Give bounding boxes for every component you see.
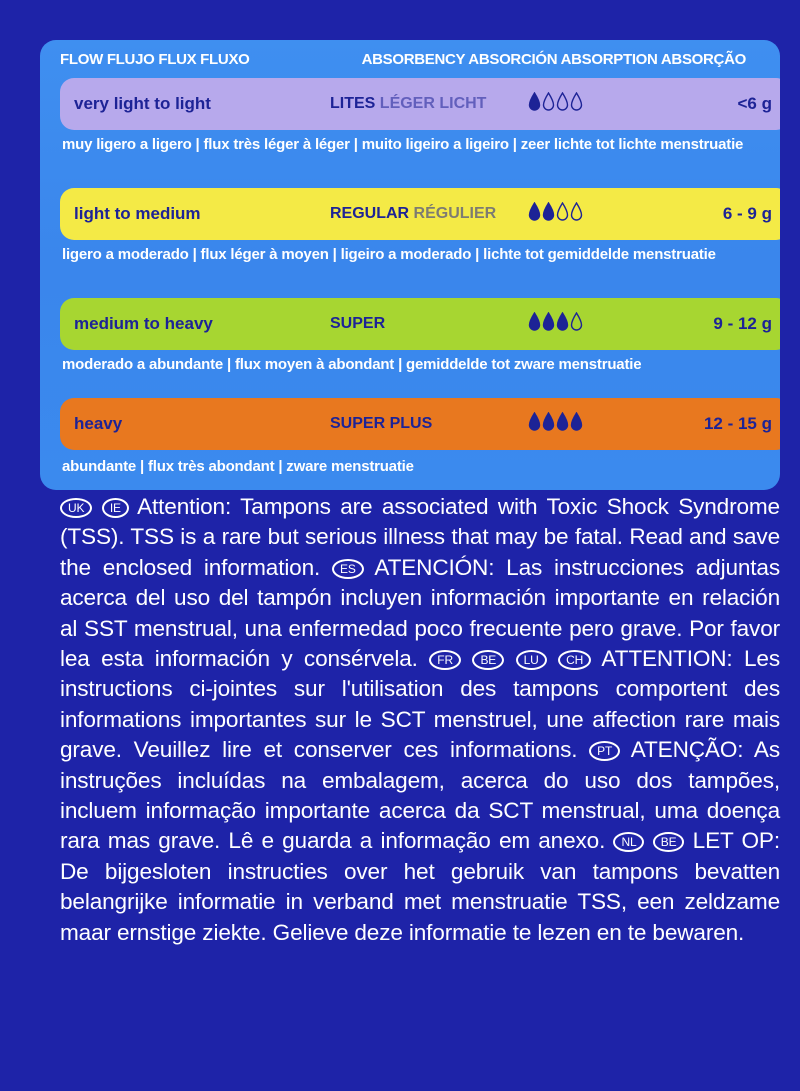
band-translation: moderado a abundante | flux moyen à abondant | gemiddelde tot zware menstruatie bbox=[62, 356, 642, 373]
warning-pt: ATENÇÃO: As instruções incluídas na embalagem, acerca do uso dos tampões, incluem informação importante acerca da SCT menstrual, uma doença rara mas grave. Lê e guarda a informação em anexo. bbox=[60, 737, 780, 854]
drop-filled-icon bbox=[570, 412, 583, 432]
band-name bbox=[330, 95, 486, 113]
warning-nl: LET OP: De bijgesloten instructies over het gebruik van tampons bevatten belangrijke informatie in verband met menstruatie TSS, een zeldzame maar ernstige ziekte. Gelieve deze informatie te lezen en te bewaren. bbox=[60, 828, 780, 945]
country-badge-ch: CH bbox=[558, 650, 591, 670]
country-badge-uk: UK bbox=[60, 498, 92, 518]
band-regular bbox=[60, 188, 780, 240]
band-range: 6 - 9 g bbox=[722, 204, 772, 223]
drop-filled-icon bbox=[542, 312, 555, 332]
band-lites bbox=[60, 78, 780, 130]
drop-filled-icon bbox=[542, 202, 555, 222]
absorbency-header: ABSORBENCY ABSORCIÓN ABSORPTION ABSORÇÃO bbox=[361, 50, 746, 68]
band-translation: ligero a moderado | flux léger à moyen | ligeiro a moderado | lichte tot gemiddelde menstruatie bbox=[62, 246, 716, 263]
band-translation: abundante | flux très abondant | zware menstruatie bbox=[62, 458, 414, 475]
band-name bbox=[330, 205, 496, 223]
band-name bbox=[330, 415, 432, 433]
warning-es: ATENCIÓN: Las instrucciones adjuntas acerca del uso del tampón incluyen información importante en relación al SST menstrual, una enfermedad poco frecuente pero grave. Por favor lea esta información y consérvela. bbox=[60, 554, 780, 672]
band-flow: heavy bbox=[74, 414, 123, 433]
drop-filled-icon bbox=[528, 412, 541, 432]
warning-text bbox=[60, 492, 780, 948]
band-name-alt: LÉGER LICHT bbox=[375, 95, 487, 112]
country-badge-nl: NL bbox=[613, 832, 644, 852]
country-badge-ie: IE bbox=[102, 498, 129, 518]
band-name-alt: RÉGULIER bbox=[409, 205, 497, 222]
warning-en: Attention: Tampons are associated with Toxic Shock Syndrome (TSS). TSS is a rare but serious illness that may be fatal. Read and save the enclosed information. bbox=[60, 494, 780, 580]
tss-warning bbox=[60, 492, 780, 948]
drop-icons bbox=[528, 412, 583, 432]
band-super bbox=[60, 298, 780, 350]
warning-fr: ATTENTION: Les instructions ci-jointes sur l'utilisation des tampons comportent des informations importantes sur le SCT menstruel, une affection rare mais grave. Veuillez lire et conserver ces informations. bbox=[60, 646, 780, 763]
drop-icons bbox=[528, 202, 583, 222]
band-name bbox=[330, 315, 385, 333]
band-range: 12 - 15 g bbox=[703, 414, 772, 433]
band-translation: muy ligero a ligero | flux très léger à léger | muito ligeiro a ligeiro | zeer lichte tot lichte menstruatie bbox=[62, 136, 744, 153]
drop-filled-icon bbox=[528, 202, 541, 222]
country-badge-lu: LU bbox=[516, 650, 547, 670]
drop-empty-icon bbox=[542, 92, 555, 112]
drop-empty-icon bbox=[570, 92, 583, 112]
drop-empty-icon bbox=[556, 202, 569, 222]
band-name-main: LITES bbox=[330, 95, 376, 112]
flow-header: FLOW FLUJO FLUX FLUXO bbox=[60, 50, 250, 68]
absorbency-panel bbox=[40, 40, 780, 490]
band-super-plus bbox=[60, 398, 780, 450]
drop-filled-icon bbox=[528, 92, 541, 112]
band-flow: light to medium bbox=[74, 204, 201, 223]
band-range: <6 g bbox=[737, 94, 772, 113]
drop-icons bbox=[528, 92, 583, 112]
country-badge-be: BE bbox=[472, 650, 504, 670]
band-name-main: SUPER bbox=[330, 315, 386, 332]
band-flow: very light to light bbox=[74, 94, 211, 113]
band-name-main: SUPER PLUS bbox=[330, 415, 433, 432]
band-name-main: REGULAR bbox=[330, 205, 410, 222]
country-badge-be-nl: BE bbox=[653, 832, 685, 852]
panel-header bbox=[60, 48, 746, 70]
drop-filled-icon bbox=[556, 412, 569, 432]
band-flow: medium to heavy bbox=[74, 314, 213, 333]
drop-filled-icon bbox=[528, 312, 541, 332]
country-badge-pt: PT bbox=[589, 741, 620, 761]
drop-icons bbox=[528, 312, 583, 332]
country-badge-es: ES bbox=[332, 559, 364, 579]
drop-filled-icon bbox=[542, 412, 555, 432]
drop-empty-icon bbox=[570, 312, 583, 332]
drop-empty-icon bbox=[570, 202, 583, 222]
band-range: 9 - 12 g bbox=[713, 314, 772, 333]
country-badge-fr: FR bbox=[429, 650, 461, 670]
drop-empty-icon bbox=[556, 92, 569, 112]
drop-filled-icon bbox=[556, 312, 569, 332]
